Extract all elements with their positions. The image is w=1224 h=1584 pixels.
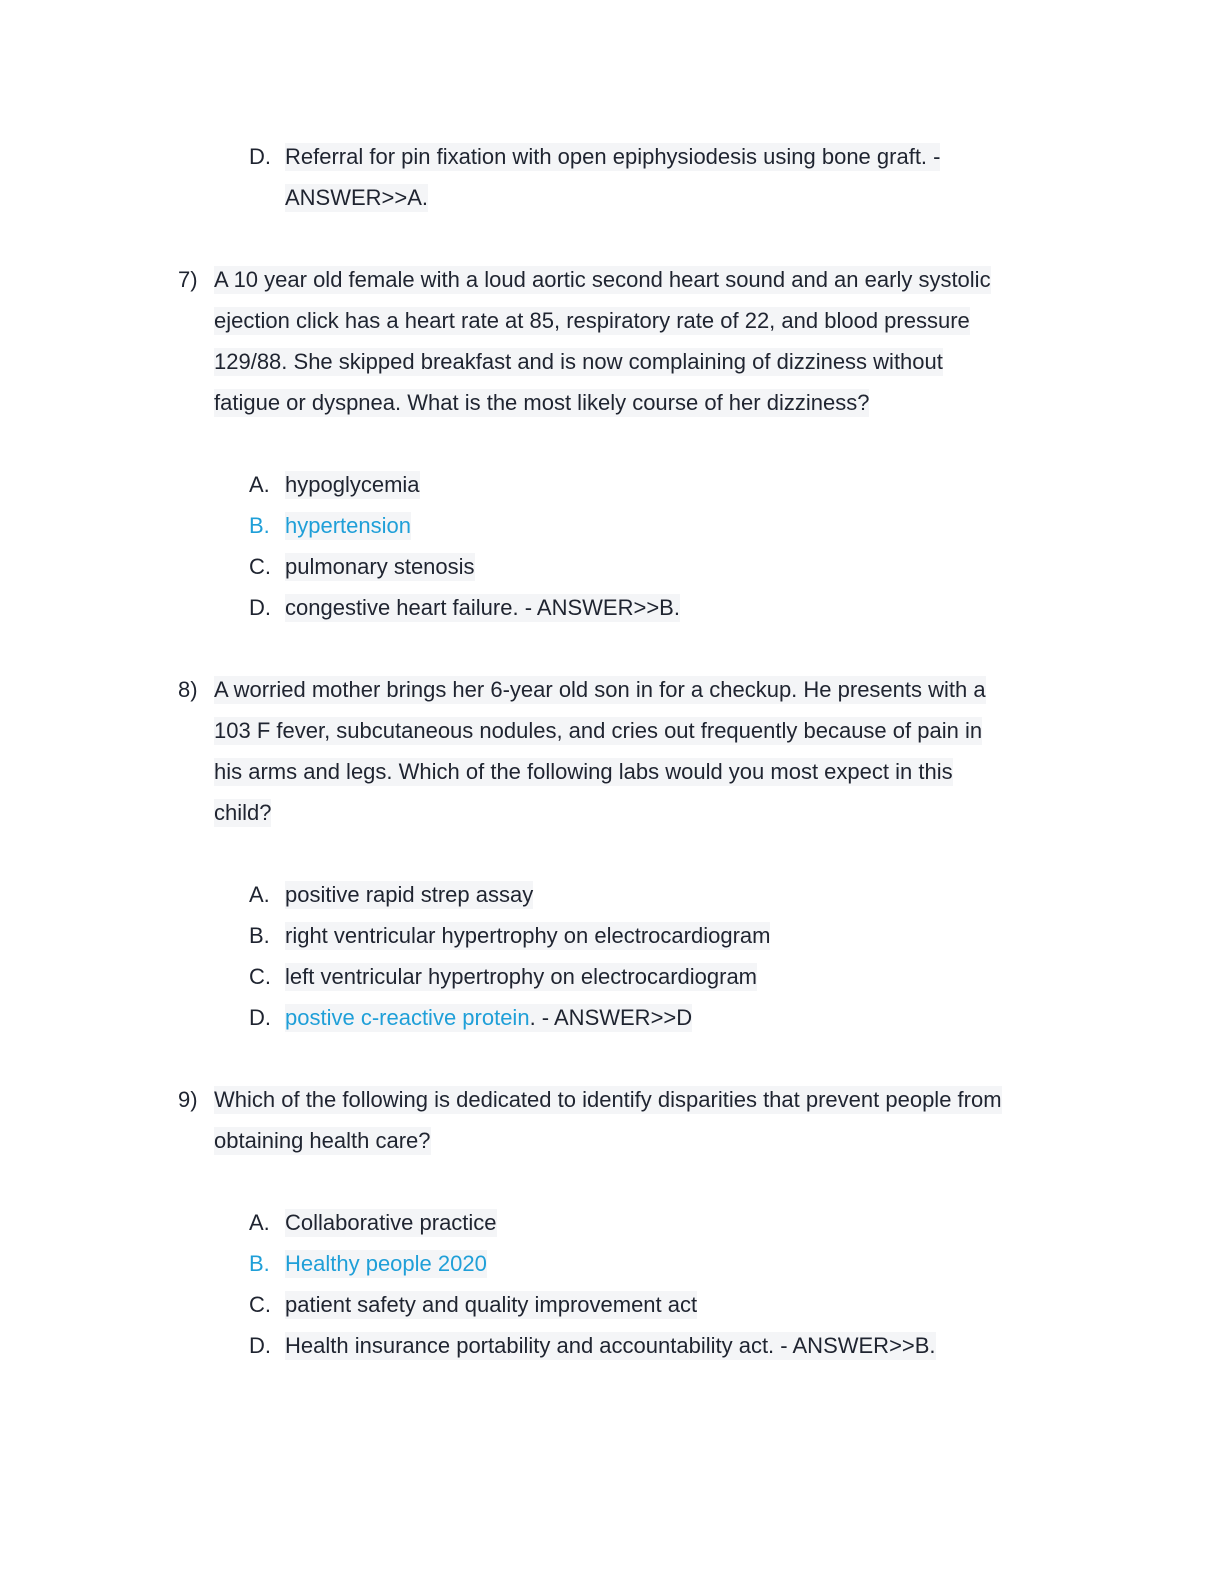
q8-option-a-text: positive rapid strep assay xyxy=(285,882,534,907)
q7-option-a-text: hypoglycemia xyxy=(285,472,420,497)
q7-option-b-text-correct: hypertension xyxy=(285,513,411,538)
q9-option-a-letter: A. xyxy=(249,1210,270,1235)
q7-option-d-text: congestive heart failure. - ANSWER>>B. xyxy=(285,595,680,620)
q8-option-b-letter: B. xyxy=(249,923,270,948)
q9-option-d-text: Health insurance portability and accountability act. - ANSWER>>B. xyxy=(285,1333,936,1358)
q9-option-b-letter: B. xyxy=(249,1251,270,1276)
q8-option-a-letter: A. xyxy=(249,882,270,907)
q8-option-d-answer: . - ANSWER>>D xyxy=(529,1005,693,1030)
q8-option-d-letter: D. xyxy=(249,1005,271,1030)
q7-number: 7) xyxy=(178,267,198,292)
q8-option-d-line xyxy=(285,1004,692,1032)
q8-number: 8) xyxy=(178,677,198,702)
q9-option-b-text-correct: Healthy people 2020 xyxy=(285,1251,487,1276)
q9-option-a-text: Collaborative practice xyxy=(285,1210,497,1235)
q9-option-c-text: patient safety and quality improvement act xyxy=(285,1292,698,1317)
q7-option-c-letter: C. xyxy=(249,554,271,579)
q6-option-d-text-line1: Referral for pin fixation with open epiphysiodesis using bone graft. - xyxy=(285,144,941,169)
q8-option-c-text: left ventricular hypertrophy on electrocardiogram xyxy=(285,964,758,989)
q9-number: 9) xyxy=(178,1087,198,1112)
q9-option-d-letter: D. xyxy=(249,1333,271,1358)
q8-option-d-text-correct: postive c-reactive protein xyxy=(285,1005,530,1030)
q7-stem-line4: fatigue or dyspnea. What is the most likely course of her dizziness? xyxy=(214,390,870,415)
q9-option-c-letter: C. xyxy=(249,1292,271,1317)
q8-option-c-letter: C. xyxy=(249,964,271,989)
q9-stem-line1: Which of the following is dedicated to identify disparities that prevent people from xyxy=(214,1087,1002,1112)
q8-stem-line4: child? xyxy=(214,800,272,825)
q7-option-a-letter: A. xyxy=(249,472,270,497)
q7-stem-line1: A 10 year old female with a loud aortic second heart sound and an early systolic xyxy=(214,267,991,292)
q7-option-c-text: pulmonary stenosis xyxy=(285,554,475,579)
q6-option-d-text-line2: ANSWER>>A. xyxy=(285,185,429,210)
q8-stem-line2: 103 F fever, subcutaneous nodules, and cries out frequently because of pain in xyxy=(214,718,983,743)
q7-stem-line3: 129/88. She skipped breakfast and is now complaining of dizziness without xyxy=(214,349,943,374)
q9-stem-line2: obtaining health care? xyxy=(214,1128,431,1153)
q8-stem-line1: A worried mother brings her 6-year old son in for a checkup. He presents with a xyxy=(214,677,986,702)
q8-stem-line3: his arms and legs. Which of the following labs would you most expect in this xyxy=(214,759,953,784)
q7-stem-line2: ejection click has a heart rate at 85, respiratory rate of 22, and blood pressure xyxy=(214,308,970,333)
q7-option-b-letter: B. xyxy=(249,513,270,538)
q6-option-d-letter: D. xyxy=(249,144,271,169)
q7-option-d-letter: D. xyxy=(249,595,271,620)
q8-option-b-text: right ventricular hypertrophy on electrocardiogram xyxy=(285,923,771,948)
